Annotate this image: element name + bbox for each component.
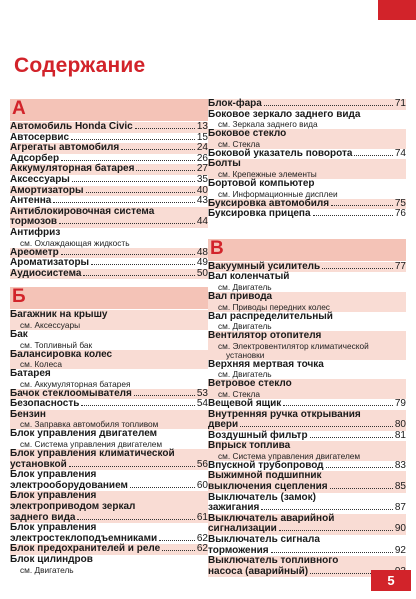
section-letter: А	[12, 98, 26, 119]
toc-entry[interactable]: Амортизаторы 40	[10, 184, 208, 196]
toc-entry[interactable]: Аксессуары 35	[10, 173, 208, 185]
toc-entry[interactable]: Внутренняя ручка открывания двери 80	[208, 408, 406, 431]
toc-entry[interactable]: Блок цилиндров см. Двигатель	[10, 554, 93, 575]
toc-entry[interactable]: Вентилятор отопителя см. Электровентилятор климатической установки	[208, 331, 406, 360]
toc-entry[interactable]: Ареометр 48	[10, 246, 208, 258]
toc-entry[interactable]: Боковое стекло см. Стекла	[208, 129, 406, 149]
toc-entry[interactable]: Буксировка автомобиля 75	[208, 197, 406, 209]
toc-entry[interactable]: Выключатель топливного насоса (аварийный)	[208, 556, 406, 577]
toc-entry[interactable]: Бортовой компьютер см. Информационные дисплеи	[208, 177, 338, 199]
toc-entry[interactable]: Аккумуляторная батарея 27	[10, 163, 208, 175]
toc-entry[interactable]: Вал привода см. Приводы передних колес	[208, 292, 406, 312]
toc-entry[interactable]: Выключатель сигнала торможения 92	[208, 534, 406, 556]
toc-entry[interactable]: Выключатель аварийной сигнализации 90	[208, 512, 406, 535]
toc-entry[interactable]: Выключатель (замок) зажигания 87	[208, 491, 406, 514]
section-letter-bar-a	[10, 99, 208, 121]
toc-entry[interactable]: Автосервис 15	[10, 131, 208, 143]
toc-entry[interactable]: Вал коленчатый см. Двигатель	[208, 271, 290, 292]
toc-entry[interactable]: Батарея см. Аккумуляторная батарея	[10, 368, 131, 389]
toc-entry[interactable]: Багажник на крышу см. Аксессуары	[10, 310, 208, 330]
toc-entry[interactable]: Блок управления климатической установкой 56	[10, 448, 208, 470]
toc-entry[interactable]: Антенна 43	[10, 195, 208, 207]
toc-entry[interactable]: Адсорбер 26	[10, 152, 208, 164]
section-letter: Б	[12, 286, 26, 308]
toc-entry[interactable]: Впускной трубопровод 83	[208, 459, 406, 471]
toc-entry[interactable]: Блок управления электростеклоподъемниками 62	[10, 522, 208, 544]
toc-entry[interactable]: Автомобиль Honda Civic 13	[10, 121, 208, 132]
toc-entry[interactable]: Боковой указатель поворота 74	[208, 147, 406, 159]
toc-entry[interactable]: Буксировка прицепа 76	[208, 208, 406, 220]
section-letter: В	[210, 237, 224, 259]
toc-right-column	[208, 99, 406, 577]
toc-entry[interactable]: Болты см. Крепежные элементы	[208, 159, 406, 179]
toc-entry[interactable]: Блок управления двигателем см. Система управления двигателем	[10, 428, 163, 450]
toc-entry[interactable]: Блок управления электроприводом зеркал заднего вида 61	[10, 490, 208, 523]
page-number-badge: 5	[371, 570, 411, 591]
toc-entry[interactable]: Бак см. Топливный бак	[10, 328, 93, 350]
toc-entry[interactable]: Вал распределительный см. Двигатель	[208, 310, 333, 332]
corner-accent-block	[378, 0, 416, 20]
toc-left-column	[10, 99, 208, 575]
section-letter-bar-v	[208, 239, 406, 261]
toc-entry[interactable]: Антиблокировочная система тормозов 44	[10, 205, 208, 228]
toc-entry[interactable]: Балансировка колес см. Колеса	[10, 350, 208, 370]
toc-entry[interactable]: Боковое зеркало заднего вида см. Зеркала заднего вида	[208, 108, 361, 130]
toc-entry[interactable]: Выжимной подшипник выключения сцепления 85	[208, 470, 406, 493]
toc-entry[interactable]: Ветровое стекло см. Стекла	[208, 379, 406, 399]
toc-entry[interactable]: Безопасность 54	[10, 398, 208, 410]
toc-entry[interactable]: Верхняя мертвая точка см. Двигатель	[208, 358, 324, 380]
toc-entry[interactable]: Аудиосистема 50	[10, 267, 208, 279]
toc-entry[interactable]: Воздушный фильтр 81	[208, 429, 406, 441]
toc-entry[interactable]: Ароматизаторы 49	[10, 257, 208, 269]
toc-entry[interactable]: Вакуумный усилитель 77	[208, 260, 406, 272]
toc-entry[interactable]: Впрыск топлива см. Система управления двигателем	[208, 441, 406, 461]
page-title: Содержание	[14, 54, 146, 77]
toc-entry[interactable]: Бензин см. Заправка автомобиля топливом	[10, 410, 208, 430]
toc-entry[interactable]: Антифриз см. Охлаждающая жидкость	[10, 226, 130, 248]
toc-entry[interactable]: Блок-фара 71	[208, 98, 406, 109]
toc-entry[interactable]: Бачок стеклоомывателя 53	[10, 387, 208, 399]
section-letter-bar-b	[10, 287, 208, 309]
toc-entry[interactable]: Вещевой ящик 79	[208, 397, 406, 409]
toc-entry[interactable]: Агрегаты автомобиля 24	[10, 142, 208, 154]
toc-entry[interactable]: Блок управления электрооборудованием 60	[10, 469, 208, 491]
toc-entry[interactable]: Блок предохранителей и реле 62	[10, 543, 208, 555]
